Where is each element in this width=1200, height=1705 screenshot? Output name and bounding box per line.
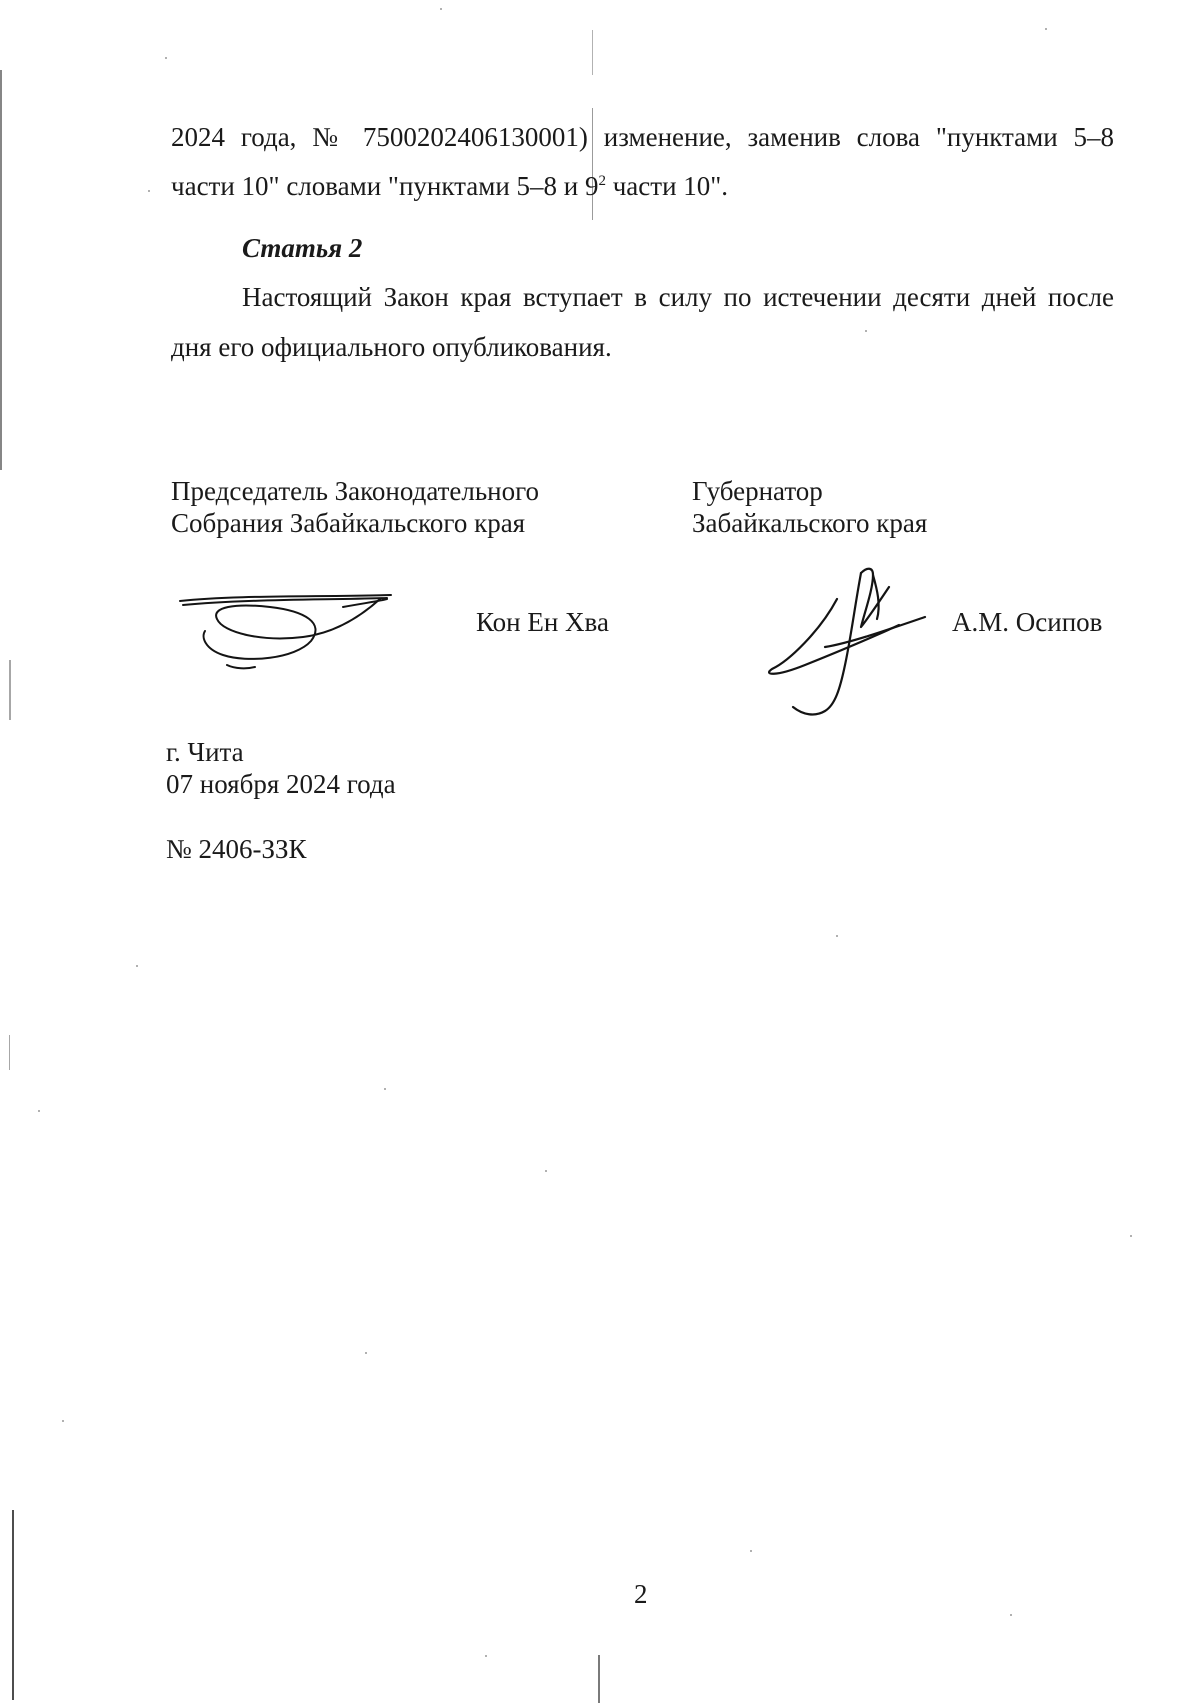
scan-fold-line [592,108,593,220]
scan-speck [165,57,167,59]
scan-speck [1010,1614,1012,1616]
paragraph-1-line-1-part-1: 2024 года, № 7500202406130001) [171,122,588,152]
city: г. Чита [166,737,244,767]
paragraph-1-line-2-text: части 10" словами "пунктами 5–8 и 9 [171,171,599,201]
chairman-name: Кон Ен Хва [476,607,609,637]
scan-speck [148,190,150,192]
scan-edge-mark [0,70,2,470]
governor-signature [765,565,965,725]
chairman-title-line-1: Председатель Законодательного [171,476,540,506]
scan-speck [136,965,138,967]
scan-edge-mark [12,1510,14,1700]
article-heading: Статья 2 [242,233,363,263]
superscript: 2 [598,173,606,189]
scan-speck [865,330,867,332]
scan-speck [62,1420,64,1422]
scan-speck [485,1655,487,1657]
scan-speck [545,1170,547,1172]
scan-speck [836,935,838,937]
paragraph-1-line-1-part-2: изменение, заменив слова "пунктами 5–8 [603,122,1115,152]
scan-speck [384,1088,386,1090]
scan-edge-mark [9,1035,10,1070]
scan-fold-line [592,30,593,75]
scan-edge-mark [9,660,11,720]
scan-fold-line [598,1655,600,1703]
paragraph-1-line-2-end: части 10". [605,171,729,201]
scan-speck [38,1110,40,1112]
chairman-signature [175,585,405,675]
paragraph-2-line-1: Настоящий Закон края вступает в силу по истечении десяти дней после [242,282,1114,312]
scan-speck [1130,1235,1132,1237]
governor-title-line-1: Губернатор [692,476,823,506]
scan-speck [365,1352,367,1354]
scan-speck [1045,28,1047,30]
scan-speck [750,1550,752,1552]
governor-name: А.М. Осипов [952,607,1103,637]
paragraph-1-line-1 [171,120,1114,154]
scan-speck [440,8,442,10]
document-number: № 2406-ЗЗК [166,834,307,864]
governor-title-line-2: Забайкальского края [692,508,928,538]
page-number: 2 [634,1579,648,1609]
chairman-title-line-2: Собрания Забайкальского края [171,508,526,538]
date: 07 ноября 2024 года [166,769,396,799]
paragraph-2-line-2: дня его официального опубликования. [171,332,612,362]
paragraph-1-line-2 [171,169,728,203]
